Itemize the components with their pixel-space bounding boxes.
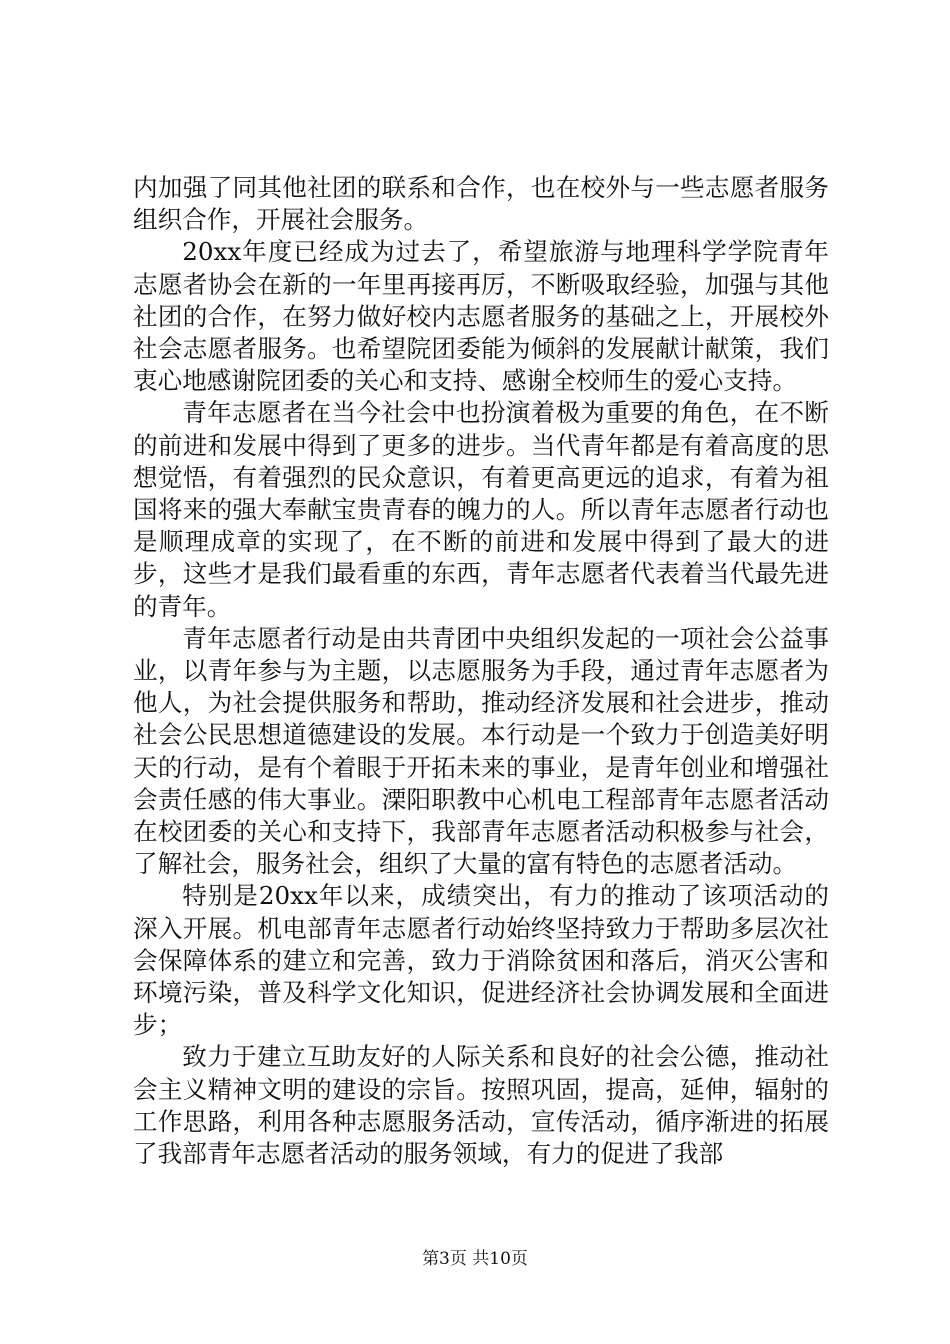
paragraph-6: 致力于建立互助友好的人际关系和良好的社会公德，推动社会主义精神文明的建设的宗旨。按照巩固，提高，延伸，辐射的工作思路，利用各种志愿服务活动，宣传活动，循序渐进的拓展了我部青年志愿者活动的服务领域，有力的促进了我部 xyxy=(133,1042,829,1169)
paragraph-5: 特别是20xx年以来，成绩突出，有力的推动了该项活动的深入开展。机电部青年志愿者行动始终坚持致力于帮助多层次社会保障体系的建立和完善，致力于消除贫困和落后，消灭公害和环境污染，普及科学文化知识，促进经济社会协调发展和全面进步； xyxy=(133,881,829,1040)
page-number-footer: 第3页 共10页 xyxy=(422,1249,528,1269)
paragraph-2: 20xx年度已经成为过去了，希望旅游与地理科学学院青年志愿者协会在新的一年里再接再厉，不断吸取经验，加强与其他社团的合作，在努力做好校内志愿者服务的基础之上，开展校外社会志愿者服务。也希望院团委能为倾斜的发展献计献策，我们衷心地感谢院团委的关心和支持、感谢全校师生的爱心支持。 xyxy=(133,237,829,396)
paragraph-1: 内加强了同其他社团的联系和合作，也在校外与一些志愿者服务组织合作，开展社会服务。 xyxy=(133,173,829,235)
document-body xyxy=(133,172,829,1170)
paragraph-3: 青年志愿者在当今社会中也扮演着极为重要的角色，在不断的前进和发展中得到了更多的进步。当代青年都是有着高度的思想觉悟，有着强烈的民众意识，有着更高更远的追求，有着为祖国将来的强大奉献宝贵青春的魄力的人。所以青年志愿者行动也是顺理成章的实现了，在不断的前进和发展中得到了最大的进步，这些才是我们最看重的东西，青年志愿者代表着当代最先进的青年。 xyxy=(133,398,829,621)
paragraph-4: 青年志愿者行动是由共青团中央组织发起的一项社会公益事业，以青年参与为主题，以志愿服务为手段，通过青年志愿者为他人，为社会提供服务和帮助，推动经济发展和社会进步，推动社会公民思想道德建设的发展。本行动是一个致力于创造美好明天的行动，是有个着眼于开拓未来的事业，是青年创业和增强社会责任感的伟大事业。溧阳职教中心机电工程部青年志愿者活动在校团委的关心和支持下，我部青年志愿者活动积极参与社会，了解社会，服务社会，组织了大量的富有特色的志愿者活动。 xyxy=(133,623,829,879)
